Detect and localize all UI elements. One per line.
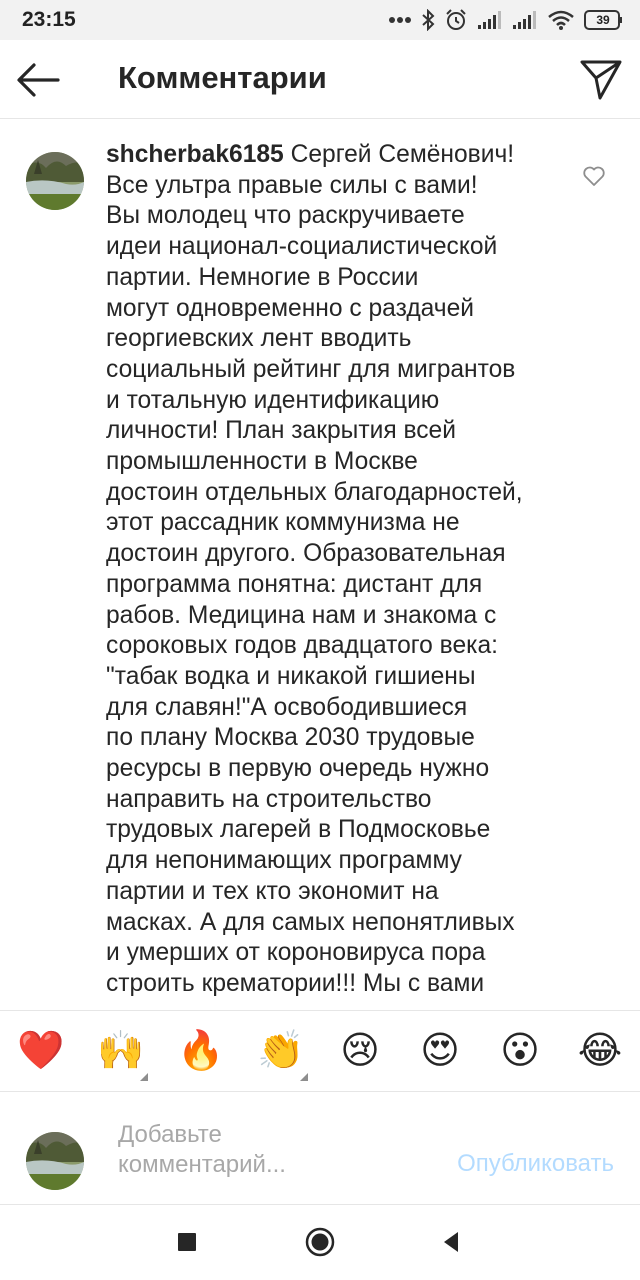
signal-icon [477,10,503,30]
comment-text [106,140,558,1000]
more-dots-icon [388,16,412,24]
comment-line: масках. А для самых непонятливых [106,908,515,936]
status-icons [388,6,624,34]
comment-line: социальный рейтинг для мигрантов [106,355,516,383]
recent-apps-button[interactable] [171,1226,203,1258]
comment-line: достоин отдельных благодарностей, [106,478,523,506]
comment-line: программа понятна: дистант для [106,570,483,598]
comment-input-placeholder: Добавьте [118,1121,222,1148]
comment-line: по плану Москва 2030 трудовые [106,724,475,752]
comment-line: рабов. Медицина нам и знакома с [106,601,497,629]
comment [0,140,640,1008]
comment-line: партии и тех кто экономит на [106,877,439,905]
back-triangle-icon [436,1226,468,1258]
emoji-fire[interactable]: 🔥 [177,1028,225,1072]
back-button[interactable] [14,58,62,102]
avatar[interactable] [26,152,84,210]
comment-composer [0,1092,640,1205]
status-time: 23:15 [22,8,76,31]
share-button[interactable] [578,56,624,102]
alarm-icon [444,8,468,32]
comment-line: Вы молодец что раскручиваете [106,202,465,230]
arrow-left-icon [14,58,62,102]
comment-line: и умерших от короновируса пора [106,939,486,967]
comment-line: и тотальную идентификацию [106,386,440,414]
comment-line: направить на строительство [106,785,432,813]
comment-line: георгиевских лент вводить [106,325,412,353]
comment-line: промышленности в Москве [106,448,418,476]
recent-apps-square-icon [171,1226,203,1258]
emoji-tears-of-joy[interactable]: 😂 [577,1028,623,1072]
app-header [0,40,640,119]
comment-line: достоин другого. Образовательная [106,540,506,568]
like-button[interactable] [582,164,606,188]
emoji-quick-bar [0,1010,640,1092]
skin-tone-indicator [140,1073,148,1081]
system-nav-bar [0,1206,640,1280]
emoji-astonished-face[interactable]: 😮 [500,1028,540,1072]
emoji-crying-face[interactable]: 😢 [340,1028,380,1072]
wifi-icon [547,9,575,31]
comment-line: строить крематории!!! Мы с вами [106,969,485,997]
comment-line: Сергей Семёнович! [283,141,515,168]
back-nav-button[interactable] [436,1226,468,1258]
comment-line: для непонимающих программу [106,847,462,875]
emoji-red-heart[interactable]: ❤️ [17,1028,65,1072]
publish-button[interactable]: Опубликовать [457,1150,614,1177]
emoji-heart-eyes[interactable]: 😍 [420,1028,460,1072]
signal-icon [512,10,538,30]
home-button[interactable] [304,1226,336,1258]
heart-outline-icon [582,164,606,188]
battery-icon [584,9,624,31]
comment-line: идеи национал-социалистической [106,233,498,261]
battery-level: 39 [596,13,610,27]
comment-line: ресурсы в первую очередь нужно [106,755,490,783]
emoji-clapping-hands[interactable]: 👏 [257,1028,305,1072]
avatar [26,1132,84,1190]
page-title: Комментарии [118,60,327,95]
bluetooth-icon [421,9,435,31]
skin-tone-indicator [300,1073,308,1081]
comment-line: могут одновременно с раздачей [106,294,475,322]
comment-line: сороковых годов двадцатого века: [106,632,498,660]
comment-line: Все ультра правые силы с вами! [106,171,478,199]
comment-line: трудовых лагерей в Подмосковье [106,816,491,844]
comment-input-placeholder: комментарий... [118,1151,286,1178]
comment-author[interactable]: shcherbak6185 [106,141,284,168]
comment-input[interactable] [118,1120,418,1180]
comment-line: личности! План закрытия всей [106,417,456,445]
emoji-raising-hands[interactable]: 🙌 [97,1028,145,1072]
status-bar [0,0,640,40]
comment-line: для славян!"А освободившиеся [106,693,468,721]
home-circle-icon [304,1226,336,1258]
paper-plane-icon [578,56,624,102]
comment-line: "табак водка и никакой гишиены [106,662,476,690]
comment-line: партии. Немногие в России [106,263,419,291]
comment-line: этот рассадник коммунизма не [106,509,460,537]
